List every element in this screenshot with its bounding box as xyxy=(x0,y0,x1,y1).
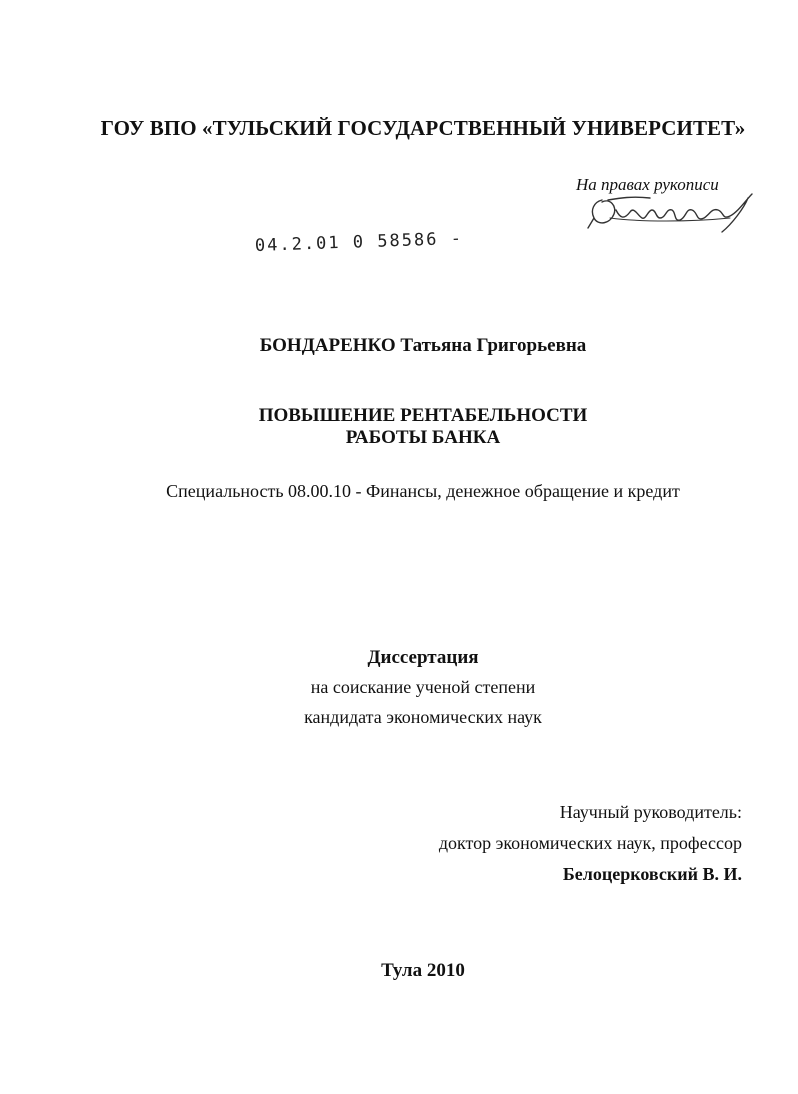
specialty: Специальность 08.00.10 - Финансы, денежное обращение и кредит xyxy=(166,481,680,501)
handwritten-signature xyxy=(580,188,760,238)
manuscript-note: На правах рукописи xyxy=(576,175,719,194)
degree-line-1: на соискание ученой степени xyxy=(310,677,536,697)
document-type: Диссертация xyxy=(367,647,479,668)
institution-name: ГОУ ВПО «ТУЛЬСКИЙ ГОСУДАРСТВЕННЫЙ УНИВЕРСИТЕТ» xyxy=(100,116,746,140)
degree-line-2: кандидата экономических наук xyxy=(304,707,542,727)
advisor-name: Белоцерковский В. И. xyxy=(562,864,742,884)
registration-number: 04.2.01 0 58586 - xyxy=(254,228,464,256)
author-name: БОНДАРЕНКО Татьяна Григорьевна xyxy=(259,335,587,356)
place-and-year: Тула 2010 xyxy=(381,960,465,981)
advisor-title: доктор экономических наук, профессор xyxy=(438,833,742,853)
dissertation-title-line-2: РАБОТЫ БАНКА xyxy=(345,427,501,448)
dissertation-title-line-1: ПОВЫШЕНИЕ РЕНТАБЕЛЬНОСТИ xyxy=(258,405,588,426)
advisor-label: Научный руководитель: xyxy=(559,802,742,822)
